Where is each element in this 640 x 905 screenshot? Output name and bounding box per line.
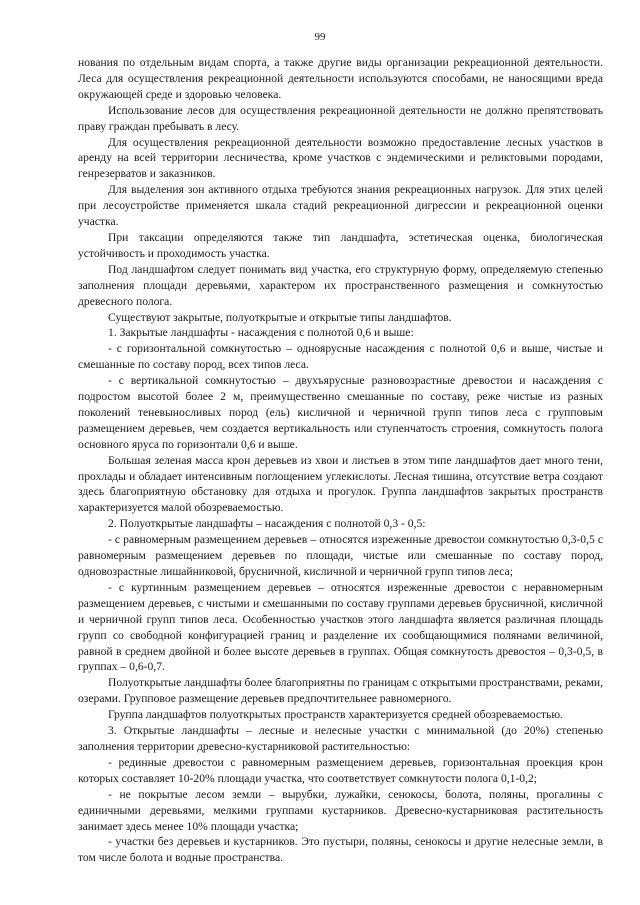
paragraph: Большая зеленая масса крон деревьев из хвои и листьев в этом типе ландшафтов дает много тени, прохлады и обладает интенсивным поглощением углекислоты. Лесная тишина, отсутствие ветра создают здесь благоприятную обстановку для отдыха и прогулок. Группа ландшафтов закрытых пространств характеризуется малой обозреваемостью.: [78, 453, 603, 515]
page-number: 99: [314, 31, 326, 43]
paragraph: - с горизонтальной сомкнутостью – одноярусные насаждения с полнотой 0,6 и выше, чистые и смешанные по составу пород, всех типов леса.: [78, 342, 603, 372]
paragraph: нования по отдельным видам спорта, а также другие виды организации рекреационной деятельности. Леса для осуществления рекреационной деятельности используются способами, не наносящими вреда окружающей среде и здоровью человека.: [78, 56, 603, 101]
paragraph: 3. Открытые ландшафты – лесные и нелесные участки с минимальной (до 20%) степенью заполнения территории древесно-кустарниковой растительностью:: [78, 724, 603, 753]
paragraph: Под ландшафтом следует понимать вид участка, его структурную форму, определяемую степенью заполнения площади деревьями, характером их пространственного размещения и сомкнутостью древесного полога.: [78, 262, 603, 308]
paragraph: 1. Закрытые ландшафты - насаждения с полнотой 0,6 и выше:: [108, 326, 414, 340]
paragraph: - не покрытые лесом земли – вырубки, лужайки, сенокосы, болота, поляны, прогалины с единичными деревьями, мелкими группами кустарников. Древесно-кустарниковая растительность занимает здесь менее 10% площади участка;: [78, 787, 603, 833]
paragraph: - участки без деревьев и кустарников. Это пустыри, поляны, сенокосы и другие нелесные земли, в том числе болота и водные пространства.: [78, 835, 603, 865]
paragraph: - с вертикальной сомкнутостью – двухъярусные разновозрастные древостои и насаждения с подростом высотой более 2 м, преимущественно смешанные по составу, реже чистые из разных поколений теневыносливых пород (ель) кисличной и черничной групп типов леса с групповым размещением деревьев, чем создается вертикальность или ступенчатость строения, сомкнутость полога основного яруса по горизонтали 0,6 и выше.: [78, 374, 603, 451]
paragraph: - рединные древостои с равномерным размещением деревьев, горизонтальная проекция крон которых составляет 10-20% площади участка, что соответствует сомкнутости полога 0,1-0,2;: [78, 755, 603, 785]
paragraph: - с равномерным размещением деревьев – относятся изреженные древостои сомкнутостью 0,3-0,5 с равномерным размещением деревьев по площади, чистые или смешанные по составу пород, одновозрастные лишайниковой, брусничной, кисличной и черничной групп типов леса;: [78, 533, 603, 578]
paragraph: - с куртинным размещением деревьев – относятся изреженные древостои с неравномерным размещением деревьев, с чистыми и смешанными по составу группами деревьев брусничной, кисличной и черничной групп типов леса. Особенностью участков этого ландшафта является различная площадь групп со свободной конфигурацией границ и разделение их сообщающимися полянами величиной, равной в среднем двойной и более высоте деревьев в группах. Общая сомкнутость древостоя – 0,3-0,5, в группах – 0,6-0,7.: [78, 580, 603, 674]
paragraph: 2. Полуоткрытые ландшафты – насаждения с полнотой 0,3 - 0,5:: [108, 517, 426, 531]
page-body: [78, 55, 603, 866]
paragraph: Группа ландшафтов полуоткрытых пространств характеризуется средней обозреваемостью.: [108, 708, 563, 722]
paragraph: Использование лесов для осуществления рекреационной деятельности не должно препятствовать праву граждан пребывать в лесу.: [78, 103, 603, 133]
paragraph: Для осуществления рекреационной деятельности возможно предоставление лесных участков в аренду на всей территории лесничества, кроме участков с эндемическими и реликтовыми породами, генрезерватов и заказников.: [78, 135, 603, 181]
paragraph: Полуоткрытые ландшафты более благоприятны по границам с открытыми пространствами, реками, озерами. Групповое размещение деревьев предпочтительнее равномерного.: [78, 676, 603, 706]
paragraph: При таксации определяются также тип ландшафта, эстетическая оценка, биологическая устойчивость и проходимость участка.: [78, 230, 603, 260]
paragraph: Для выделения зон активного отдыха требуются знания рекреационных нагрузок. Для этих целей при лесоустройстве применяется шкала стадий рекреационной дигрессии и рекреационной оценки участка.: [78, 183, 603, 229]
paragraph: Существуют закрытые, полуоткрытые и открытые типы ландшафтов.: [108, 310, 452, 324]
